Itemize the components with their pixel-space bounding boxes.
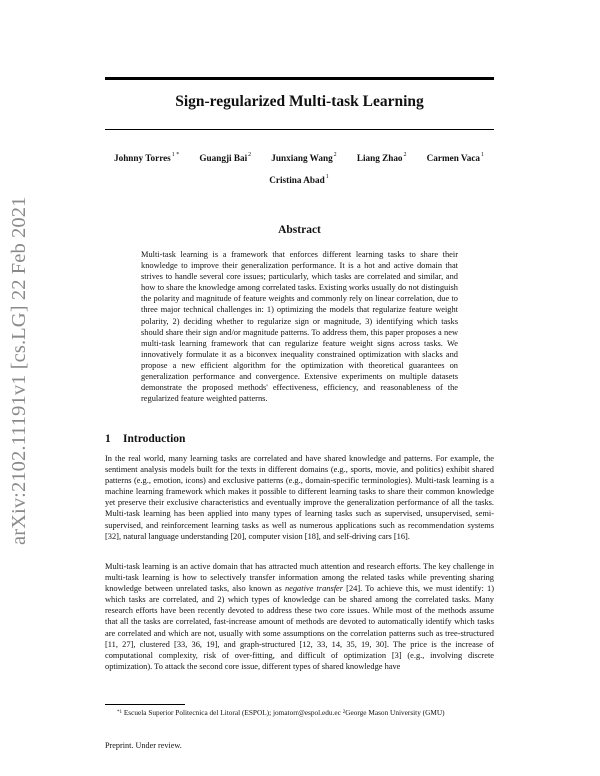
author: Guangji Bai$^2$ (199, 152, 252, 163)
author: Junxiang Wang$^2$ (271, 152, 337, 163)
title-top-rule (105, 77, 494, 80)
paragraph: Multi-task learning is an active domain that has attracted much attention and research efforts. The key challenge in multi-task learning is how to selectively transfer information among the related tasks while preventing sharing knowledge between unrelated tasks, also known as negative transfer [24]. To achieve this, we must identify: 1) which tasks are correlated, and 2) which types of knowledge can be shared among the correlated tasks. Many research efforts have been recently devoted to address these two core issues. While most of the methods assume that all the tasks are correlated, fast-increase amount of methods are devoted to automatically identify which tasks are correlated and which are not, usually with some assumptions on the correlation patterns such as tree-structured [11, 27], clustered [33, 36, 19], and graph-structured [12, 33, 14, 35, 19, 30]. The price is the increase of computational complexity, risk of over-fitting, and difficult of optimization [3] (e.g., involving discrete optimization). To attack the second core issue, different types of shared knowledge have (105, 562, 494, 671)
section-heading (105, 433, 185, 445)
footnote-rule (105, 704, 185, 705)
section-title: Introduction (123, 433, 186, 445)
author: Cristina Abad$^1$ (269, 174, 329, 185)
section-number: 1 (105, 433, 111, 445)
author-row (105, 175, 494, 185)
abstract-body: Multi-task learning is a framework that enforces different learning tasks to share their knowledge to improve their generalization performance. It is a hot and active domain that strives to handle several core issues; particularly, which tasks are correlated and similar, and how to share the knowledge among correlated tasks. Existing works usually do not distinguish the polarity and magnitude of feature weights and commonly rely on linear correlation, due to three major technical challenges in: 1) optimizing the models that regularize feature weight polarity, 2) deciding whether to regularize sign or magnitude, 3) identifying which tasks should share their sign and/or magnitude patterns. To address them, this paper proposes a new multi-task learning framework that can regularize feature weight signs across tasks. We innovatively formulate it as a biconvex inequality constrained optimization with slacks and propose a new efficient algorithm for the optimization with theoretical guarantees on generalization performance and convergence. Extensive experiments on multiple datasets demonstrate the proposed methods' effectiveness, efficiency, and reasonableness of the regularized feature weighted patterns. (141, 250, 458, 404)
author: Liang Zhao$^2$ (356, 152, 407, 163)
author: Johnny Torres$^{1 *}$ (114, 152, 180, 163)
author: Carmen Vaca$^1$ (426, 152, 484, 163)
arxiv-identifier-stamp: arXiv:2102.11191v1 [cs.LG] 22 Feb 2021 (8, 196, 30, 545)
emphasized-term: negative transfer (284, 584, 344, 594)
author-block (105, 153, 494, 185)
abstract-heading: Abstract (278, 224, 321, 236)
paragraph: In the real world, many learning tasks are correlated and have shared knowledge and patterns. For example, the sentiment analysis models built for the texts in different domains (e.g., sports, movie, and politics) exhibit shared patterns (e.g., emotion, icons) and exclusive patterns (e.g., domain-specific terminologies). Multi-task learning is a machine learning framework which makes it possible to different learning tasks to share their common knowledge yet preserve their exclusive characteristics and eventually improve the generalization performance of all the tasks. Multi-task learning has been applied into many types of learning tasks such as supervised, unsupervised, semi-supervised, and reinforcement learning tasks as well as numerous applications such as recommendation systems [32], natural language understanding [20], computer vision [18], and self-driving cars [16]. (105, 454, 494, 541)
title-bottom-rule (105, 129, 494, 130)
affiliation-footnote: $^{*1}$ Escuela Superior Politecnica del Litoral (ESPOL); jomatorr@espol.edu.ec $^2$George Mason University (GMU) (117, 708, 445, 717)
paper-title: Sign-regularized Multi-task Learning (175, 93, 424, 110)
preprint-note: Preprint. Under review. (105, 741, 182, 750)
author-row (105, 153, 494, 163)
